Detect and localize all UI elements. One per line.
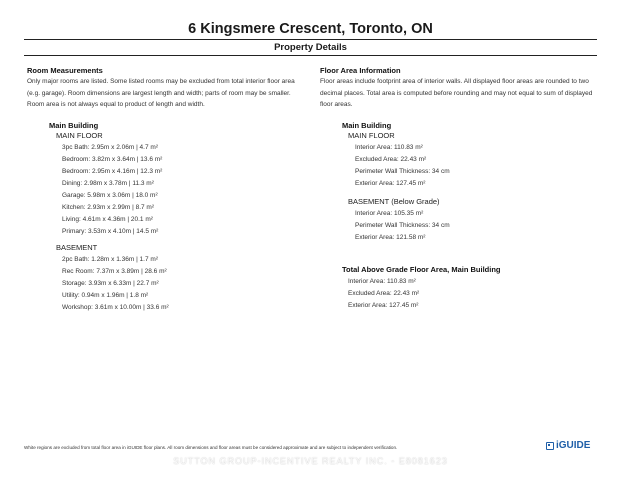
page-title: 6 Kingsmere Crescent, Toronto, ON: [188, 21, 433, 37]
description-line: Room area is not always equal to product of length and width.: [27, 101, 205, 108]
room-row: 2pc Bath: 1.28m x 1.36m | 1.7 m²: [62, 256, 158, 263]
title-rule-top: [24, 39, 597, 40]
room-basement-label: BASEMENT: [56, 243, 98, 252]
total-area-title: Total Above Grade Floor Area, Main Building: [342, 265, 501, 274]
area-row: Perimeter Wall Thickness: 34 cm: [355, 168, 450, 175]
area-basement-label: BASEMENT (Below Grade): [348, 197, 440, 206]
room-measurements-section: [27, 65, 307, 111]
room-building-label: Main Building: [49, 121, 99, 130]
area-row: Interior Area: 110.83 m²: [348, 278, 416, 285]
description-line: Only major rooms are listed. Some listed rooms may be excluded from total interior floor area: [27, 78, 295, 85]
room-row: Garage: 5.98m x 3.06m | 18.0 m²: [62, 192, 158, 199]
area-row: Interior Area: 105.35 m²: [355, 210, 424, 217]
room-row: Utility: 0.94m x 1.96m | 1.8 m²: [62, 292, 149, 299]
room-row: Dining: 2.98m x 3.78m | 11.3 m²: [62, 180, 154, 187]
area-row: Perimeter Wall Thickness: 34 cm: [355, 222, 450, 229]
area-row: Exterior Area: 121.58 m²: [355, 234, 426, 241]
description-line: Floor areas include footprint area of interior walls. All displayed floor areas are rounded to two: [320, 78, 589, 85]
room-row: Bedroom: 3.82m x 3.64m | 13.6 m²: [62, 156, 163, 163]
room-row: Rec Room: 7.37m x 3.89m | 28.6 m²: [62, 268, 167, 275]
iguide-logo-icon: [546, 442, 554, 450]
room-main-floor-label: MAIN FLOOR: [56, 131, 103, 140]
description-line: floor areas.: [320, 101, 353, 108]
listing-watermark: SUTTON GROUP-INCENTIVE REALTY INC. - E8081623: [173, 456, 448, 466]
room-row: Bedroom: 2.95m x 4.16m | 12.3 m²: [62, 168, 163, 175]
room-measurements-title: Room Measurements: [27, 66, 103, 75]
floor-area-description: [320, 76, 600, 111]
area-row: Excluded Area: 22.43 m²: [348, 290, 420, 297]
area-row: Interior Area: 110.83 m²: [355, 144, 423, 151]
iguide-logo: [546, 440, 590, 451]
room-row: Primary: 3.53m x 4.10m | 14.5 m²: [62, 228, 159, 235]
footer-disclaimer: White regions are excluded from total floor area in iGUIDE floor plans. All room dimensions and floor areas must be considered approximate and are subject to independent verification.: [24, 445, 398, 450]
room-row: 3pc Bath: 2.95m x 2.06m | 4.7 m²: [62, 144, 158, 151]
area-row: Exterior Area: 127.45 m²: [348, 302, 419, 309]
title-rule-bottom: [24, 55, 597, 56]
page-subtitle: Property Details: [274, 42, 347, 53]
room-row: Storage: 3.93m x 6.33m | 22.7 m²: [62, 280, 159, 287]
area-main-floor-label: MAIN FLOOR: [348, 131, 395, 140]
description-line: (e.g. garage). Room dimensions are largest length and width; parts of room may be smaller.: [27, 89, 291, 97]
area-building-label: Main Building: [342, 121, 392, 130]
area-row: Excluded Area: 22.43 m²: [355, 156, 427, 163]
area-row: Exterior Area: 127.45 m²: [355, 180, 426, 187]
floor-area-section: [320, 65, 600, 111]
floor-area-title: Floor Area Information: [320, 66, 401, 75]
room-measurements-description: [27, 76, 307, 111]
room-row: Kitchen: 2.93m x 2.99m | 8.7 m²: [62, 204, 155, 211]
room-row: Living: 4.61m x 4.36m | 20.1 m²: [62, 216, 153, 223]
description-line: decimal places. Total area is computed before rounding and may not equal to sum of displayed: [320, 89, 593, 97]
iguide-logo-text: iGUIDE: [556, 440, 591, 451]
room-row: Workshop: 3.61m x 10.00m | 33.6 m²: [62, 304, 169, 311]
